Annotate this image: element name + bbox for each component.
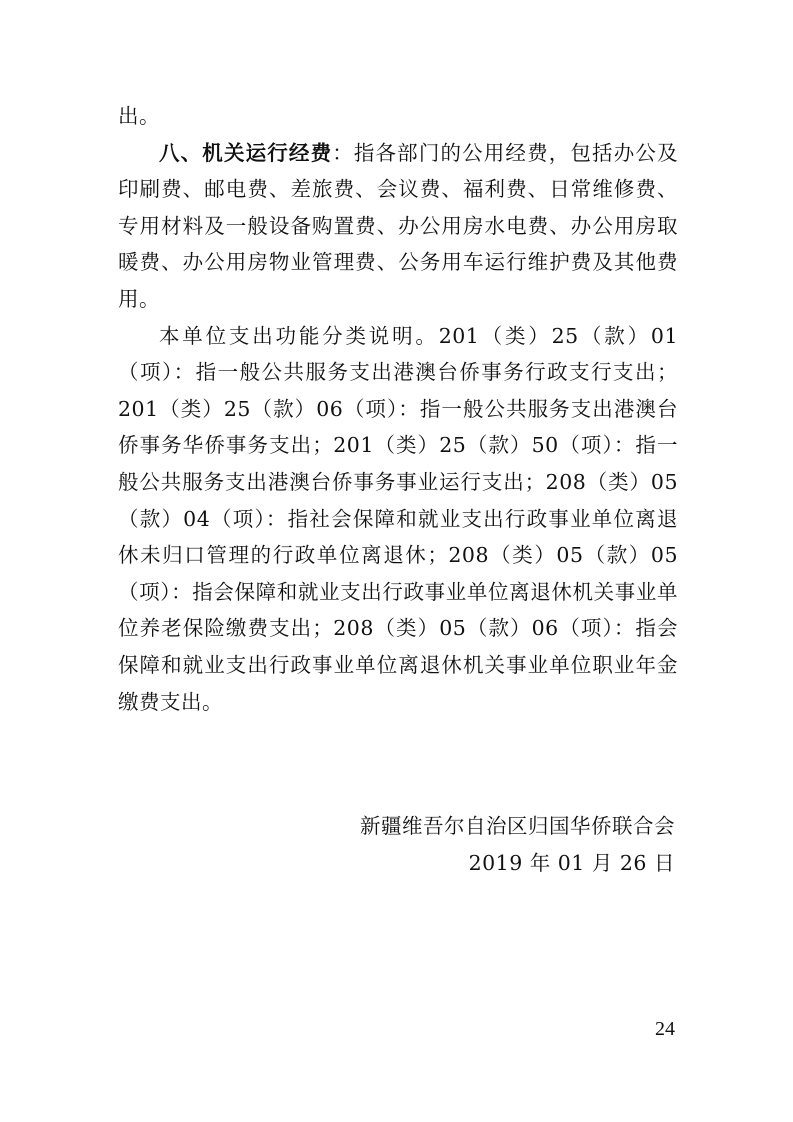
classification-paragraph: 本单位支出功能分类说明。201（类）25（款）01（项）：指一般公共服务支出港澳台侨事务行政支行支出；201（类）25（款）06（项）：指一般公共服务支出港澳台侨事务华侨事务支出；201（类）25（款）50（项）：指一般公共服务支出港澳台侨事务事业运行支出；208（类）05（款）04（项）：指社会保障和就业支出行政事业单位离退休未归口管理的行政单位离退休；208（类）05（款）05（项）：指会保障和就业支出行政事业单位离退休机关事业单位养老保险缴费支出；208（类）05（款）06（项）：指会保障和就业支出行政事业单位离退休机关事业单位职业年金缴费支出。	[118, 323, 678, 714]
signature-block	[360, 808, 675, 881]
lead-paragraph: 出。	[118, 104, 160, 128]
signature-date: 2019 年 01 月 26 日	[468, 850, 675, 875]
section-8-term: 八、机关运行经费	[159, 140, 333, 165]
document-body	[118, 98, 678, 720]
signature-organization: 新疆维吾尔自治区归国华侨联合会	[360, 814, 675, 838]
page-number: 24	[655, 1018, 675, 1040]
section-8-text: ：指各部门的公用经费，包括办公及印刷费、邮电费、差旅费、会议费、福利费、日常维修费、专用材料及一般设备购置费、办公用房水电费、办公用房取暖费、办公用房物业管理费、公务用车运行维护费及其他费用。	[118, 140, 679, 311]
section-8-paragraph	[118, 135, 678, 318]
